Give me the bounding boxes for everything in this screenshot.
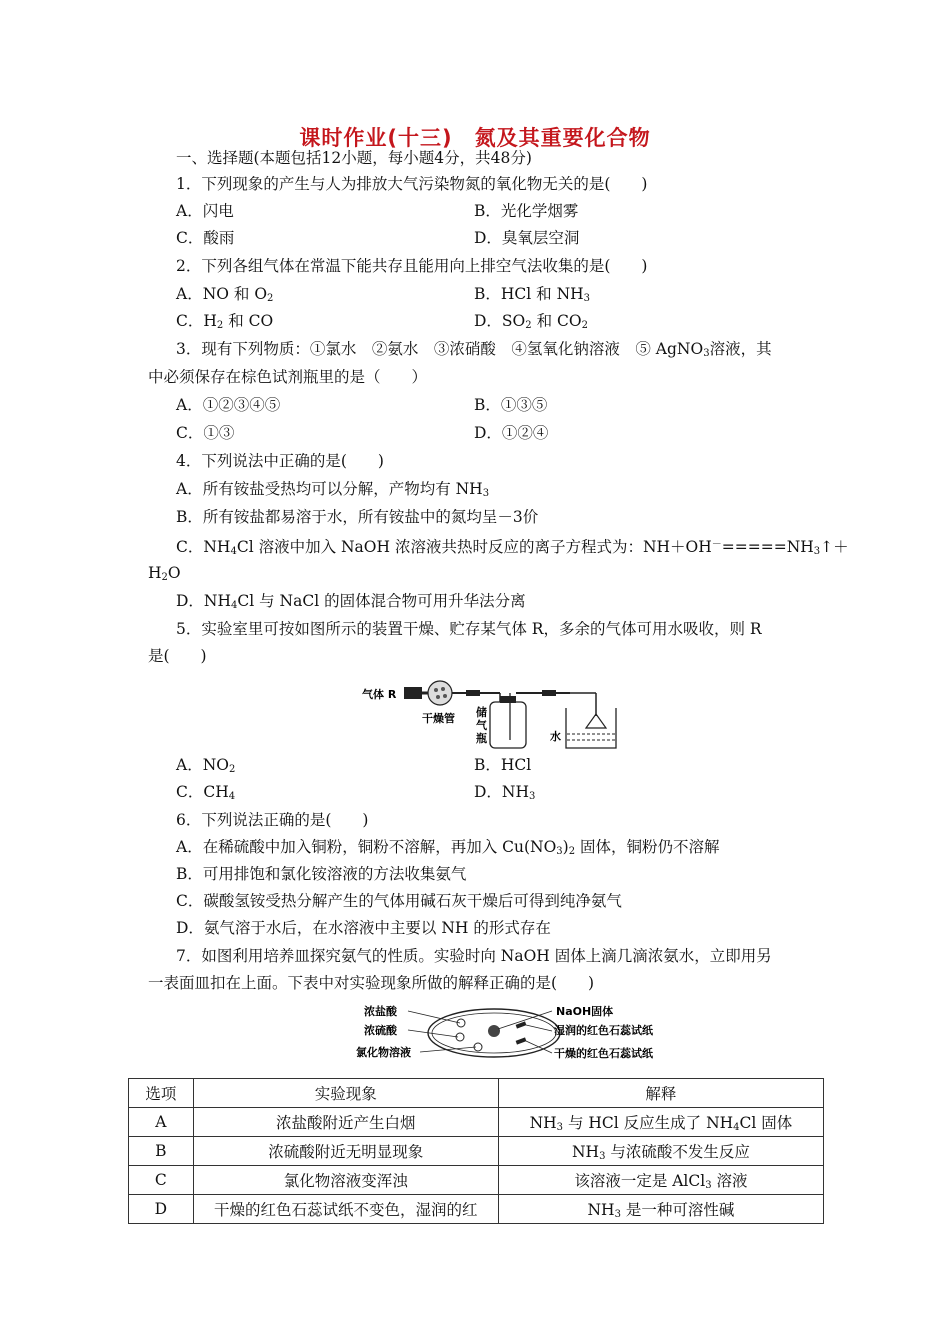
question-3-stem-cont: 中必须保存在棕色试剂瓶里的是（ ） — [148, 368, 428, 386]
q6-option-b: B．可用排饱和氯化铵溶液的方法收集氨气 — [176, 865, 467, 883]
q1-option-c: C．酸雨 — [176, 229, 235, 247]
table-cell-explanation: $NH_3$ 与 HCl 反应生成了 $NH_4Cl$ 固体 — [498, 1108, 823, 1137]
table-cell-phenomenon: 干燥的红色石蕊试纸不变色，湿润的红 — [193, 1195, 498, 1224]
gas-drying-apparatus-figure — [360, 672, 620, 752]
svg-text:瓶: 瓶 — [476, 732, 487, 745]
fig-label-chloride: 氯化物溶液 — [356, 1046, 411, 1059]
q6-option-a: A．在稀硫酸中加入铜粉，铜粉不溶解，再加入 $Cu(NO_3)_2$ 固体，铜粉仍不溶解 — [176, 838, 720, 857]
page-title: 课时作业(十三) 氮及其重要化合物 — [299, 126, 651, 150]
q3-option-b: B．①③⑤ — [474, 396, 548, 414]
question-6-stem: 6．下列说法正确的是( ) — [176, 811, 369, 829]
q4-option-c: C．$NH_4Cl$ 溶液中加入 NaOH 浓溶液共热时反应的离子方程式为：$NH+OH^-=====NH_3↑+$ — [176, 538, 849, 557]
question-5-stem: 5．实验室里可按如图所示的装置干燥、贮存某气体 R，多余的气体可用水吸收，则 R — [176, 620, 762, 638]
q2-option-b: B．HCl 和 $NH_3$ — [474, 285, 591, 304]
table-cell-phenomenon: 氯化物溶液变浑浊 — [193, 1166, 498, 1195]
q6-option-d: D．氨气溶于水后，在水溶液中主要以 NH 的形式存在 — [176, 919, 551, 937]
q5-option-c: C．$CH_4$ — [176, 783, 236, 802]
table-header: 解释 — [498, 1079, 823, 1108]
fig-label-naoh: NaOH固体 — [556, 1005, 614, 1018]
fig-label-hcl: 浓盐酸 — [364, 1005, 397, 1018]
q4-option-d: D．$NH_4Cl$ 与 NaCl 的固体混合物可用升华法分离 — [176, 592, 526, 611]
table-row — [129, 1166, 824, 1195]
question-1-stem: 1．下列现象的产生与人为排放大气污染物氮的氧化物无关的是( ) — [176, 175, 648, 193]
q2-option-a: A．NO 和 $O_2$ — [176, 285, 274, 304]
question-7-stem-cont: 一表面皿扣在上面。下表中对实验现象所做的解释正确的是( ) — [148, 974, 595, 992]
table-row — [129, 1195, 824, 1224]
stopper-icon — [404, 687, 422, 699]
drying-tube-bulb — [428, 681, 452, 705]
fig-label-bottle-1: 储 — [476, 706, 487, 719]
funnel-icon — [586, 714, 606, 728]
q2-option-d: D．$SO_2$ 和 $CO_2$ — [474, 312, 588, 331]
q1-option-d: D．臭氧层空洞 — [474, 229, 580, 247]
fig-label-h2so4: 浓硫酸 — [364, 1024, 397, 1037]
q4-option-b: B．所有铵盐都易溶于水，所有铵盐中的氮均呈－3价 — [176, 508, 539, 526]
q3-option-d: D．①②④ — [474, 424, 549, 442]
table-cell-option: C — [129, 1166, 194, 1195]
table-cell-explanation: $NH_3$ 是一种可溶性碱 — [498, 1195, 823, 1224]
q6-option-c: C．碳酸氢铵受热分解产生的气体用碱石灰干燥后可得到纯净氨气 — [176, 892, 622, 910]
question-2-stem: 2．下列各组气体在常温下能共存且能用向上排空气法收集的是( ) — [176, 257, 648, 275]
table-cell-option: B — [129, 1137, 194, 1166]
table-row — [129, 1108, 824, 1137]
q1-option-a: A．闪电 — [176, 202, 234, 220]
table-cell-option: A — [129, 1108, 194, 1137]
question-4-stem: 4．下列说法中正确的是( ) — [176, 452, 384, 470]
q4-option-a: A．所有铵盐受热均可以分解，产物均有 $NH_3$ — [176, 480, 490, 499]
table-cell-phenomenon: 浓盐酸附近产生白烟 — [193, 1108, 498, 1137]
table-cell-explanation: 该溶液一定是 AlCl$_3$ 溶液 — [498, 1166, 823, 1195]
q1-option-b: B．光化学烟雾 — [474, 202, 579, 220]
question-5-stem-cont: 是( ) — [148, 647, 207, 665]
fig-label-dry-paper: 干燥的红色石蕊试纸 — [554, 1047, 653, 1060]
table-cell-option: D — [129, 1195, 194, 1224]
svg-text:气: 气 — [476, 719, 487, 732]
q5-option-b: B．HCl — [474, 756, 532, 774]
fig-label-dryer: 干燥管 — [422, 712, 455, 725]
storage-bottle — [490, 702, 526, 748]
table-header: 选项 — [129, 1079, 194, 1108]
answer-table — [128, 1078, 824, 1224]
q5-option-d: D．$NH_3$ — [474, 783, 536, 802]
petri-dish-figure — [356, 1001, 653, 1065]
table-cell-explanation: $NH_3$ 与浓硫酸不发生反应 — [498, 1137, 823, 1166]
table-header: 实验现象 — [193, 1079, 498, 1108]
naoh-solid — [488, 1025, 500, 1037]
q2-option-c: C．$H_2$ 和 CO — [176, 312, 274, 331]
section-heading: 一、选择题(本题包括12小题，每小题4分，共48分) — [176, 149, 532, 167]
q3-option-a: A．①②③④⑤ — [176, 396, 281, 414]
table-row — [129, 1137, 824, 1166]
fig-label-wet-paper: 湿润的红色石蕊试纸 — [554, 1024, 653, 1037]
question-3-stem: 3．现有下列物质：①氯水 ②氨水 ③浓硝酸 ④氢氧化钠溶液 ⑤ AgNO$_3$溶液，其 — [176, 340, 772, 359]
fig-label-water: 水 — [550, 730, 561, 743]
table-header-row — [129, 1079, 824, 1108]
q5-option-a: A．$NO_2$ — [176, 756, 236, 775]
question-7-stem: 7．如图利用培养皿探究氨气的性质。实验时向 NaOH 固体上滴几滴浓氨水，立即用另 — [176, 947, 772, 965]
table-cell-phenomenon: 浓硫酸附近无明显现象 — [193, 1137, 498, 1166]
q4-option-c-cont: $H_2O$ — [148, 564, 181, 583]
fig-label-gas-r: 气体 R — [362, 688, 397, 701]
q3-option-c: C．①③ — [176, 424, 235, 442]
